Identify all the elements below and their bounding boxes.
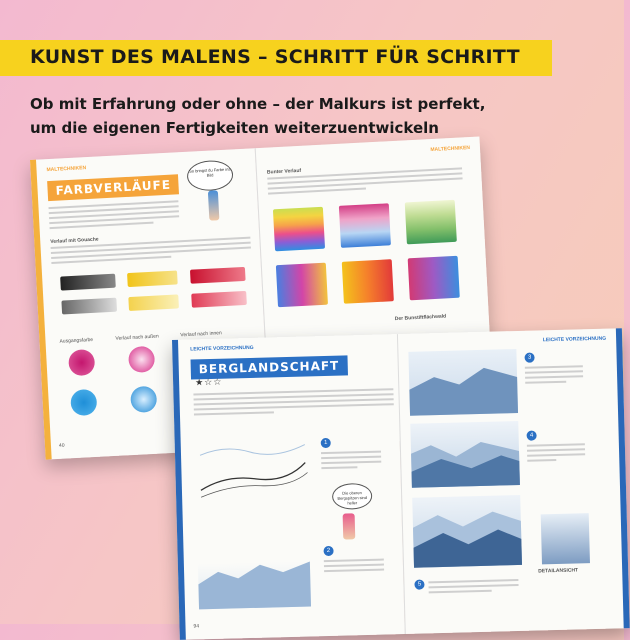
stroke-red-light <box>191 291 247 308</box>
subline-line-2: um die eigenen Fertigkeiten weiterzuentwickeln <box>30 119 439 137</box>
step-1: 1 <box>321 438 331 448</box>
page-number: 94 <box>193 623 200 630</box>
dot-label-1: Ausgangsfarbe <box>59 336 94 345</box>
page-header-right: MALTECHNIKEN <box>430 144 471 154</box>
step-illustration-3 <box>408 349 518 416</box>
step-5: 5 <box>414 579 424 589</box>
brush-mascot-icon <box>208 190 220 220</box>
dot-magenta-2 <box>128 346 155 373</box>
subline-line-1: Ob mit Erfahrung oder ohne – der Malkurs ist perfekt, <box>30 95 486 113</box>
step-illustration-5 <box>412 495 522 568</box>
swatch-rainbow-1 <box>273 207 325 252</box>
step-5-text <box>428 579 518 596</box>
speech-bubble: Die oberen Bergspitzen sind heller <box>332 483 373 510</box>
speech-bubble: So bringst du Farbe ins Bild <box>186 159 234 191</box>
swatch-pink-blue <box>339 203 391 248</box>
book-berglandschaft <box>172 328 630 640</box>
stroke-yellow <box>127 270 178 287</box>
difficulty-stars: ★☆☆ <box>194 376 223 388</box>
dot-blue-2 <box>130 386 157 413</box>
swatch-green <box>405 200 457 245</box>
right-section-label: Der Bunstiftflächwald <box>394 313 447 323</box>
step-illustration-4 <box>410 421 520 488</box>
intro-text <box>48 200 179 232</box>
dot-blue-1 <box>70 389 97 416</box>
step-1-text <box>321 451 382 473</box>
step-2: 2 <box>323 546 333 556</box>
subline <box>30 92 590 140</box>
stroke-red <box>190 267 246 284</box>
page-number: 40 <box>58 442 65 449</box>
book-page-right <box>397 328 630 634</box>
swatch-magenta-blue <box>408 256 460 301</box>
right-heading: Bunter Verlauf <box>266 167 302 176</box>
detail-image <box>541 513 590 564</box>
book-page-left <box>172 334 405 640</box>
step-4: 4 <box>526 430 536 440</box>
brush-mascot-icon <box>343 513 356 539</box>
section-label: Verlauf mit Gouache <box>50 236 99 246</box>
dot-label-2: Verlauf nach außen <box>115 333 159 342</box>
step-illustration-1 <box>197 541 311 609</box>
page-header-left: MALTECHNIKEN <box>46 165 87 174</box>
step-4-text <box>527 443 586 465</box>
dot-label-3: Verlauf nach innen <box>180 330 222 339</box>
sketch-lines <box>195 432 317 505</box>
page-header-left: LEICHTE VORZEICHNUNG <box>190 344 254 353</box>
step-2-text <box>324 559 384 576</box>
headline: KUNST DES MALENS – SCHRITT FÜR SCHRITT <box>30 46 520 68</box>
swatch-rainbow-2 <box>276 263 328 308</box>
stroke-black <box>60 274 116 291</box>
step-3: 3 <box>524 353 534 363</box>
page-title: FARBVERLÄUFE <box>47 174 179 201</box>
stroke-yellow-light <box>128 294 179 311</box>
swatch-yellow-red <box>342 259 394 304</box>
page-title: BERGLANDSCHAFT <box>191 355 348 379</box>
detail-label: DETAILANSICHT <box>538 567 579 575</box>
step-3-text <box>525 365 584 387</box>
dot-magenta-1 <box>68 349 95 376</box>
stroke-grey <box>61 298 117 315</box>
intro-text <box>193 388 394 418</box>
page-header-right: LEICHTE VORZEICHNUNG <box>542 335 607 344</box>
